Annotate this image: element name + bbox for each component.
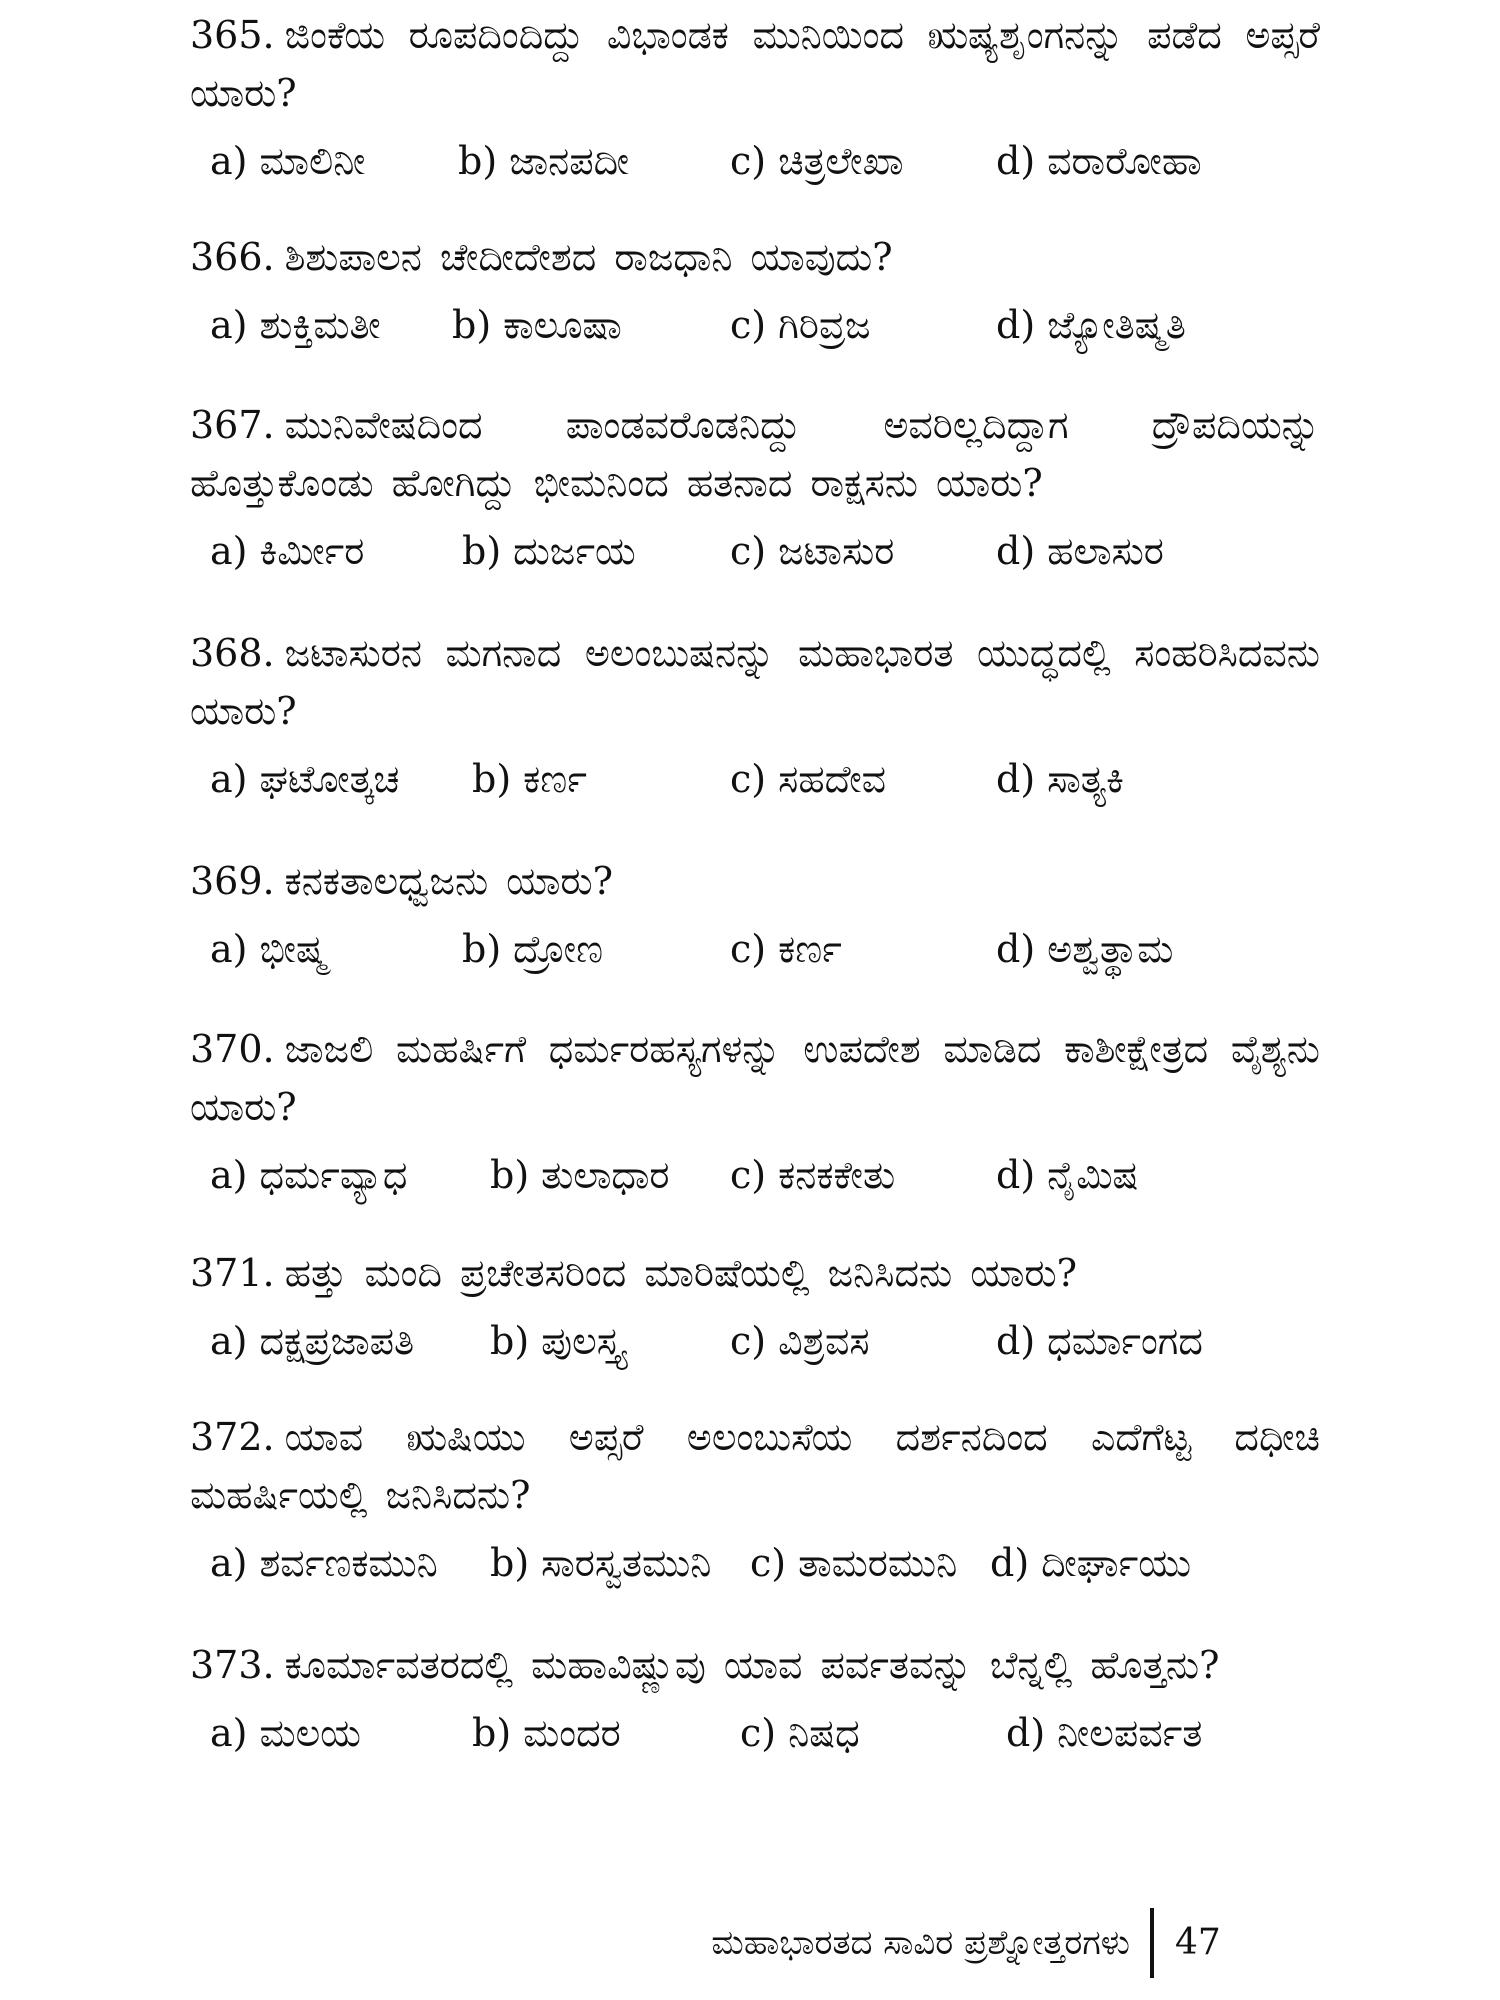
option-d: d) ನೀಲಪರ್ವತ — [1006, 1711, 1203, 1755]
option-b: b) ಮಂದರ — [472, 1711, 621, 1755]
page-footer — [190, 1908, 1320, 1978]
question-body: ಕನಕತಾಲಧ್ವಜನು ಯಾರು? — [284, 859, 613, 903]
option-b: b) ತುಲಾಧಾರ — [490, 1153, 670, 1197]
question-number: 373. — [190, 1643, 275, 1687]
question-text — [190, 1408, 1320, 1524]
option-c: c) ಚಿತ್ರಲೇಖಾ — [730, 139, 904, 183]
question-body: ಹತ್ತು ಮಂದಿ ಪ್ರಚೇತಸರಿಂದ ಮಾರಿಷೆಯಲ್ಲಿ ಜನಿಸಿದನು ಯಾರು? — [284, 1251, 1077, 1295]
question-body: ಯಾವ ಋಷಿಯು ಅಪ್ಸರೆ ಅಲಂಬುಸೆಯ ದರ್ಶನದಿಂದ ಎದೆಗೆಟ್ಟ ದಧೀಚಿ ಮಹರ್ಷಿಯಲ್ಲಿ ಜನಿಸಿದನು? — [190, 1415, 1320, 1517]
question-body: ಜಾಜಲಿ ಮಹರ್ಷಿಗೆ ಧರ್ಮರಹಸ್ಯಗಳನ್ನು ಉಪದೇಶ ಮಾಡಿದ ಕಾಶೀಕ್ಷೇತ್ರದ ವೈಶ್ಯನು ಯಾರು? — [190, 1027, 1320, 1129]
options-row — [190, 1702, 1320, 1764]
option-d: d) ಅಶ್ವತ್ಥಾಮ — [996, 927, 1174, 971]
option-c: c) ಜಟಾಸುರ — [730, 529, 895, 573]
option-a: a) ಘಟೋತ್ಕಚ — [210, 757, 400, 801]
option-b: b) ಕಾಲೂಷಾ — [452, 303, 622, 347]
question-number: 367. — [190, 403, 275, 447]
options-row — [190, 130, 1320, 192]
option-a: a) ಮಲಯ — [210, 1711, 361, 1755]
option-d: d) ನೈಮಿಷ — [996, 1153, 1139, 1197]
option-b: b) ಜಾನಪದೀ — [458, 139, 630, 183]
question-number: 371. — [190, 1251, 275, 1295]
option-a: a) ಮಾಲಿನೀ — [210, 139, 366, 183]
question-number: 369. — [190, 859, 275, 903]
options-row — [190, 520, 1320, 582]
question-369 — [190, 852, 1320, 980]
page-number: 47 — [1175, 1922, 1221, 1963]
option-a: a) ದಕ್ಷಪ್ರಜಾಪತಿ — [210, 1319, 415, 1363]
option-b: b) ದ್ರೋಣ — [462, 927, 604, 971]
question-370 — [190, 1020, 1320, 1206]
question-text — [190, 624, 1320, 740]
book-title: ಮಹಾಭಾರತದ ಸಾವಿರ ಪ್ರಶ್ನೋತ್ತರಗಳು — [711, 1923, 1130, 1963]
footer-divider — [1150, 1908, 1154, 1978]
question-text — [190, 228, 1320, 286]
option-d: d) ಸಾತ್ಯಕಿ — [996, 757, 1124, 801]
option-c: c) ನಿಷಧ — [740, 1711, 860, 1755]
question-number: 370. — [190, 1027, 275, 1071]
option-d: d) ದೀರ್ಘಾಯು — [990, 1541, 1192, 1585]
option-d: d) ವರಾರೋಹಾ — [996, 139, 1202, 183]
question-367 — [190, 396, 1320, 582]
page — [190, 0, 1320, 2000]
option-c: c) ತಾಮರಮುನಿ — [750, 1541, 958, 1585]
question-373 — [190, 1636, 1320, 1764]
question-body: ಶಿಶುಪಾಲನ ಚೇದೀದೇಶದ ರಾಜಧಾನಿ ಯಾವುದು? — [284, 235, 893, 279]
question-text — [190, 852, 1320, 910]
question-372 — [190, 1408, 1320, 1594]
question-number: 366. — [190, 235, 275, 279]
question-number: 372. — [190, 1415, 275, 1459]
question-body: ಮುನಿವೇಷದಿಂದ ಪಾಂಡವರೊಡನಿದ್ದು ಅವರಿಲ್ಲದಿದ್ದಾಗ ದ್ರೌಪದಿಯನ್ನು ಹೊತ್ತುಕೊಂಡು ಹೋಗಿದ್ದು ಭೀಮನಿಂದ ಹತನಾದ ರಾಕ್ಷಸನು ಯಾರು? — [190, 403, 1320, 505]
question-text — [190, 6, 1320, 122]
option-c: c) ಗಿರಿವ್ರಜ — [730, 303, 871, 347]
question-text — [190, 1244, 1320, 1302]
options-row — [190, 1532, 1320, 1594]
option-a: a) ಭೀಷ್ಮ — [210, 927, 327, 971]
option-c: c) ಕರ್ಣ — [730, 927, 842, 971]
options-row — [190, 1144, 1320, 1206]
option-a: a) ಧರ್ಮವ್ಯಾಧ — [210, 1153, 408, 1197]
question-number: 368. — [190, 631, 275, 675]
option-a: a) ಶರ್ವಣಕಮುನಿ — [210, 1541, 438, 1585]
question-366 — [190, 228, 1320, 356]
options-row — [190, 918, 1320, 980]
question-371 — [190, 1244, 1320, 1372]
question-text — [190, 1020, 1320, 1136]
option-d: d) ಜ್ಯೋತಿಷ್ಮತಿ — [996, 303, 1186, 347]
option-c: c) ಕನಕಕೇತು — [730, 1153, 896, 1197]
option-b: b) ದುರ್ಜಯ — [462, 529, 636, 573]
question-body: ಕೂರ್ಮಾವತರದಲ್ಲಿ ಮಹಾವಿಷ್ಣುವು ಯಾವ ಪರ್ವತವನ್ನು ಬೆನ್ನಲ್ಲಿ ಹೊತ್ತನು? — [284, 1643, 1220, 1687]
question-number: 365. — [190, 13, 275, 57]
options-row — [190, 294, 1320, 356]
option-d: d) ಹಲಾಸುರ — [996, 529, 1164, 573]
option-c: c) ವಿಶ್ರವಸ — [730, 1319, 870, 1363]
question-body: ಜಟಾಸುರನ ಮಗನಾದ ಅಲಂಬುಷನನ್ನು ಮಹಾಭಾರತ ಯುದ್ಧದಲ್ಲಿ ಸಂಹರಿಸಿದವನು ಯಾರು? — [190, 631, 1320, 733]
option-b: b) ಸಾರಸ್ವತಮುನಿ — [490, 1541, 712, 1585]
option-a: a) ಕಿರ್ಮೀರ — [210, 529, 365, 573]
question-365 — [190, 6, 1320, 192]
question-body: ಜಿಂಕೆಯ ರೂಪದಿಂದಿದ್ದು ವಿಭಾಂಡಕ ಮುನಿಯಿಂದ ಋಷ್ಯಶೃಂಗನನ್ನು ಪಡೆದ ಅಪ್ಸರೆ ಯಾರು? — [190, 13, 1320, 115]
option-a: a) ಶುಕ್ತಿಮತೀ — [210, 303, 381, 347]
question-368 — [190, 624, 1320, 810]
option-b: b) ಕರ್ಣ — [472, 757, 587, 801]
question-text — [190, 1636, 1320, 1694]
option-b: b) ಪುಲಸ್ತ್ಯ — [490, 1319, 624, 1363]
options-row — [190, 748, 1320, 810]
option-c: c) ಸಹದೇವ — [730, 757, 887, 801]
option-d: d) ಧರ್ಮಾಂಗದ — [996, 1319, 1203, 1363]
options-row — [190, 1310, 1320, 1372]
question-text — [190, 396, 1320, 512]
